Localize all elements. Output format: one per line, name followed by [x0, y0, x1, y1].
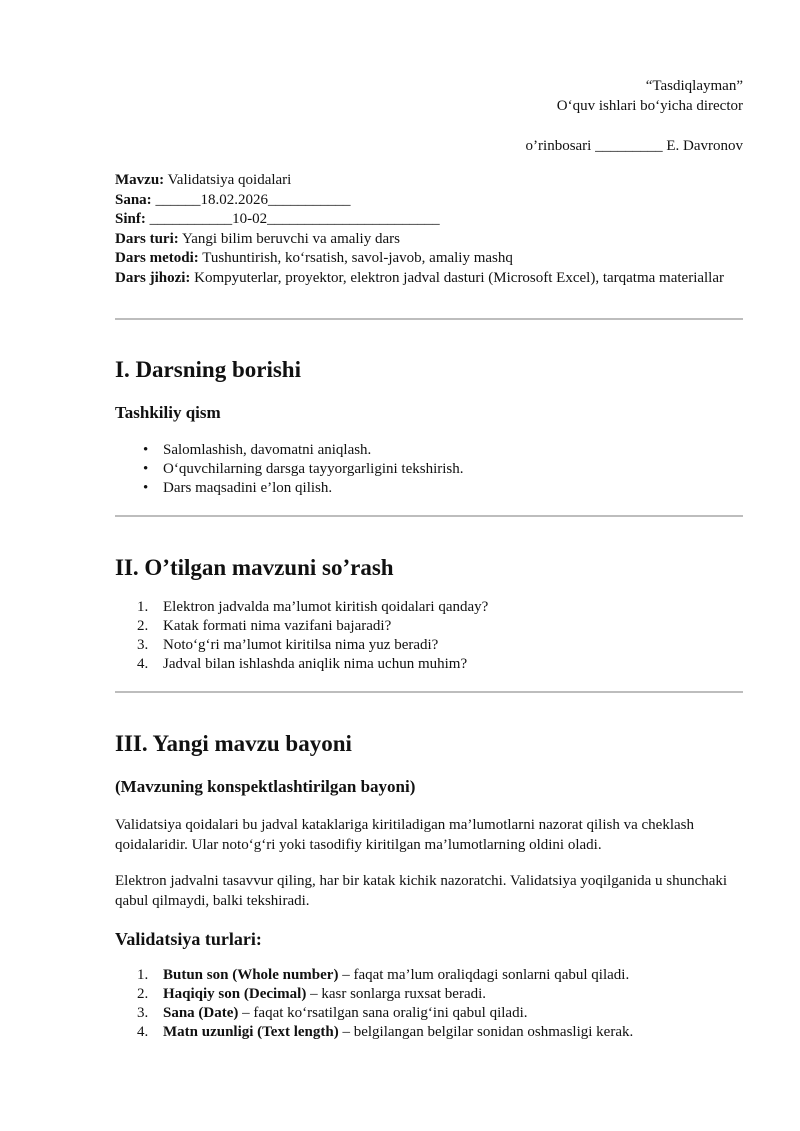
bullet-icon: •	[143, 442, 149, 458]
meta-date	[115, 191, 743, 211]
list-number: 3.	[137, 1005, 149, 1021]
list-number: 3.	[137, 637, 149, 653]
meta-lesson-type	[115, 230, 743, 250]
list-number: 2.	[137, 618, 149, 634]
meta-method-value: Tushuntirish, ko‘rsatish, savol-javob, amaliy mashq	[198, 250, 513, 266]
list-item	[115, 460, 743, 479]
approval-position: O‘quv ishlari bo‘yicha director	[556, 98, 743, 114]
approval-title: “Tasdiqlayman”	[645, 78, 743, 94]
meta-equipment-value: Kompyuterlar, proyektor, elektron jadval dasturi (Microsoft Excel), tarqatma materiallar	[190, 269, 725, 286]
list-item-text: Elektron jadvalda ma’lumot kiritish qoidalari qanday?	[163, 599, 489, 615]
approval-block	[343, 76, 743, 156]
meta-equipment-label: Dars jihozi:	[115, 269, 191, 286]
list-number: 1.	[137, 599, 149, 615]
meta-date-value: ______18.02.2026___________	[151, 191, 351, 208]
section-2-title: II. O’tilgan mavzuni so’rash	[115, 555, 394, 580]
list-number: 2.	[137, 986, 149, 1002]
section-1-subtitle: Tashkiliy qism	[115, 403, 221, 422]
section-1-title: I. Darsning borishi	[115, 357, 301, 382]
section-3-subtitle: (Mavzuning konspektlashtirilgan bayoni)	[115, 777, 416, 796]
validation-types-list	[115, 966, 743, 1042]
section-2-list	[115, 598, 743, 674]
list-item	[115, 1023, 743, 1042]
list-item	[115, 1004, 743, 1023]
meta-lesson-type-label: Dars turi:	[115, 230, 179, 247]
meta-method	[115, 249, 743, 269]
type-term: Matn uzunligi (Text length)	[163, 1024, 339, 1040]
meta-equipment	[115, 269, 743, 289]
bullet-icon: •	[143, 480, 149, 496]
list-item	[115, 479, 743, 498]
meta-class-label: Sinf:	[115, 211, 146, 227]
list-item-text: Salomlashish, davomatni aniqlash.	[163, 442, 372, 458]
list-item-text: O‘quvchilarning darsga tayyorgarligini tekshirish.	[163, 461, 464, 477]
meta-class	[115, 210, 743, 230]
divider	[115, 691, 743, 693]
section-3-title: III. Yangi mavzu bayoni	[115, 731, 352, 756]
list-item-text: Dars maqsadini e’lon qilish.	[163, 480, 333, 496]
approval-signature: o’rinbosari _________ E. Davronov	[525, 138, 743, 154]
paragraph: Elektron jadvalni tasavvur qiling, har bir katak kichik nazoratchi. Validatsiya yoqilganida u shunchaki qabul qilmaydi, balki tekshiradi.	[115, 873, 728, 909]
type-term: Haqiqiy son (Decimal)	[163, 986, 307, 1002]
divider	[115, 515, 743, 517]
bullet-icon: •	[143, 461, 149, 477]
list-number: 4.	[137, 656, 149, 672]
list-number: 4.	[137, 1024, 149, 1040]
paragraph: Validatsiya qoidalari bu jadval kataklariga kiritiladigan ma’lumotlarni nazorat qilish va cheklash qoidalaridir. Ular noto‘g‘ri yoki tasodifiy kiritilgan ma’lumotlarning oldini oladi.	[115, 817, 694, 853]
type-term: Sana (Date)	[163, 1005, 239, 1021]
list-item	[115, 655, 743, 674]
validation-types-title: Validatsiya turlari:	[115, 929, 262, 949]
divider	[115, 318, 743, 320]
meta-lesson-type-value: Yangi bilim beruvchi va amaliy dars	[178, 230, 400, 247]
list-item	[115, 636, 743, 655]
type-term: Butun son (Whole number)	[163, 967, 339, 983]
meta-topic	[115, 171, 743, 191]
type-desc: – kasr sonlarga ruxsat beradi.	[306, 986, 487, 1002]
list-item	[115, 441, 743, 460]
meta-topic-value: Validatsiya qoidalari	[164, 172, 292, 188]
list-item	[115, 598, 743, 617]
meta-method-label: Dars metodi:	[115, 250, 199, 266]
list-number: 1.	[137, 967, 149, 983]
type-desc: – faqat ma’lum oraliqdagi sonlarni qabul qiladi.	[338, 967, 630, 983]
lesson-meta	[115, 171, 743, 288]
list-item-text: Noto‘g‘ri ma’lumot kiritilsa nima yuz beradi?	[163, 637, 439, 653]
section-1-list	[115, 441, 743, 498]
list-item	[115, 617, 743, 636]
type-desc: – faqat ko‘rsatilgan sana oralig‘ini qabul qiladi.	[238, 1005, 528, 1021]
meta-date-label: Sana:	[115, 191, 152, 208]
meta-class-value: ___________10-02_______________________	[145, 211, 440, 227]
list-item	[115, 985, 743, 1004]
list-item-text: Katak formati nima vazifani bajaradi?	[163, 618, 392, 634]
list-item-text: Jadval bilan ishlashda aniqlik nima uchun muhim?	[163, 656, 468, 672]
type-desc: – belgilangan belgilar sonidan oshmasligi kerak.	[338, 1024, 634, 1040]
list-item	[115, 966, 743, 985]
meta-topic-label: Mavzu:	[115, 172, 165, 188]
